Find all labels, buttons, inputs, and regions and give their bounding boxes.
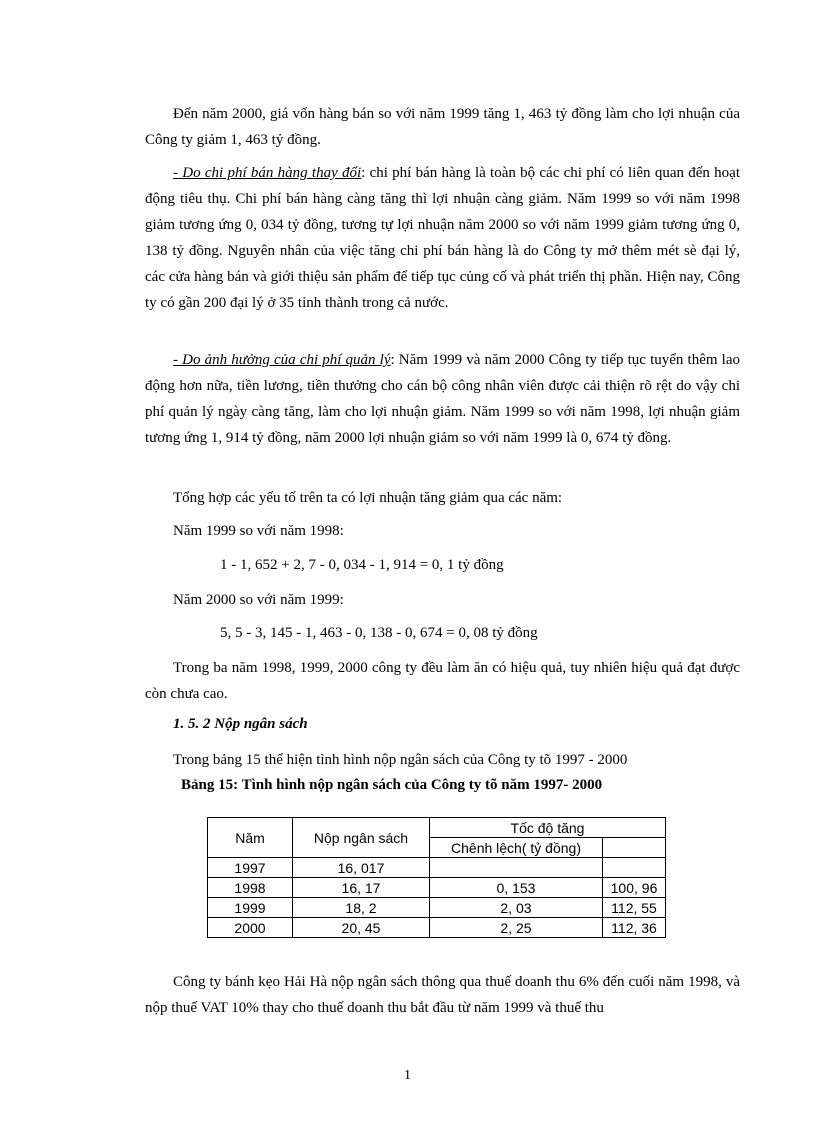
comparison-1999-1998: Năm 1999 so với năm 1998:: [173, 523, 344, 539]
cell-diff: 2, 03: [430, 898, 603, 918]
cell-year: 1999: [208, 898, 293, 918]
budget-table: [207, 817, 666, 938]
paragraph-conclusion: Trong ba năm 1998, 1999, 2000 công ty đều làm ăn có hiệu quả, tuy nhiên hiệu quả đạt được còn chưa cao.: [145, 660, 740, 702]
header-growth: Tốc độ tăng: [430, 818, 666, 838]
paragraph-management-cost: - Do ảnh hưởng của chi phí quản lý: Năm 1999 và năm 2000 Công ty tiếp tục tuyển thêm lao động hơn nữa, tiền lương, tiền thưởng cho cán bộ công nhân viên được cải thiện rõ rệt do vậy chi phí quản lý ngày càng tăng, làm cho lợi nhuận giảm. Năm 1999 so với năm 1998, lợi nhuận giảm tương ứng 1, 914 tỷ đồng, năm 2000 lợi nhuận giảm so với năm 1999 là 0, 674 tỷ đồng.: [145, 352, 740, 446]
cell-budget: 16, 017: [293, 858, 430, 878]
comparison-2000-1999: Năm 2000 so với năm 1999:: [173, 592, 344, 608]
cell-budget: 20, 45: [293, 918, 430, 938]
cell-pct: 112, 55: [603, 898, 666, 918]
paragraph-cost-of-goods: Đến năm 2000, giá vốn hàng bán so với năm 1999 tăng 1, 463 tỷ đồng làm cho lợi nhuận của Công ty giảm 1, 463 tỷ đồng.: [145, 106, 740, 148]
cell-pct: [603, 858, 666, 878]
paragraph-selling-cost: - Do chi phí bán hàng thay đổi: chi phí bán hàng là toàn bộ các chi phí có liên quan đến hoạt động tiêu thụ. Chi phí bán hàng càng tăng thì lợi nhuận càng giảm. Năm 1999 so với năm 1998 giảm tương ứng 0, 034 tỷ đồng, tương tự lợi nhuận năm 2000 so với năm 1999 giảm tương ứng 0, 138 tỷ đồng. Nguyên nhân của việc tăng chi phí bán hàng là do Công ty mở thêm mét sè đại lý, các cửa hàng bán và giới thiệu sản phẩm để tiếp tục củng cố và phát triển thị phần. Hiện nay, Công ty có gần 200 đại lý ở 35 tỉnh thành trong cả nước.: [145, 165, 740, 311]
cell-year: 2000: [208, 918, 293, 938]
cell-budget: 16, 17: [293, 878, 430, 898]
table-row: [208, 878, 666, 898]
header-diff: Chênh lệch( tỷ đồng): [430, 838, 603, 858]
management-cost-label: - Do ảnh hưởng của chi phí quản lý: [173, 352, 391, 368]
table-intro: Trong bảng 15 thể hiện tình hình nộp ngân sách của Công ty tõ 1997 - 2000: [173, 752, 628, 768]
table-row: [208, 898, 666, 918]
table-row: [208, 858, 666, 878]
summary-line: Tổng hợp các yếu tố trên ta có lợi nhuận tăng giảm qua các năm:: [173, 490, 563, 506]
selling-cost-label: - Do chi phí bán hàng thay đổi: [173, 165, 362, 181]
page-number: 1: [404, 1068, 411, 1083]
table-caption: Bảng 15: Tình hình nộp ngân sách của Công ty tõ năm 1997- 2000: [181, 777, 603, 793]
table-row: [208, 918, 666, 938]
header-pct: [603, 838, 666, 858]
paragraph-tax: Công ty bánh kẹo Hải Hà nộp ngân sách thông qua thuế doanh thu 6% đến cuối năm 1998, và nộp thuế VAT 10% thay cho thuế doanh thu bắt đầu từ năm 1999 và thuế thu: [145, 974, 740, 1016]
formula-1999: 1 - 1, 652 + 2, 7 - 0, 034 - 1, 914 = 0, 1 tỷ đồng: [220, 557, 504, 573]
cell-pct: 100, 96: [603, 878, 666, 898]
header-year: Năm: [208, 818, 293, 858]
header-budget: Nộp ngân sách: [293, 818, 430, 858]
cell-year: 1997: [208, 858, 293, 878]
section-heading: 1. 5. 2 Nộp ngân sách: [173, 716, 308, 732]
cell-pct: 112, 36: [603, 918, 666, 938]
cell-diff: [430, 858, 603, 878]
cell-budget: 18, 2: [293, 898, 430, 918]
cell-diff: 0, 153: [430, 878, 603, 898]
table-header-row: [208, 818, 666, 838]
cell-diff: 2, 25: [430, 918, 603, 938]
cell-year: 1998: [208, 878, 293, 898]
formula-2000: 5, 5 - 3, 145 - 1, 463 - 0, 138 - 0, 674 = 0, 08 tỷ đồng: [220, 625, 538, 641]
